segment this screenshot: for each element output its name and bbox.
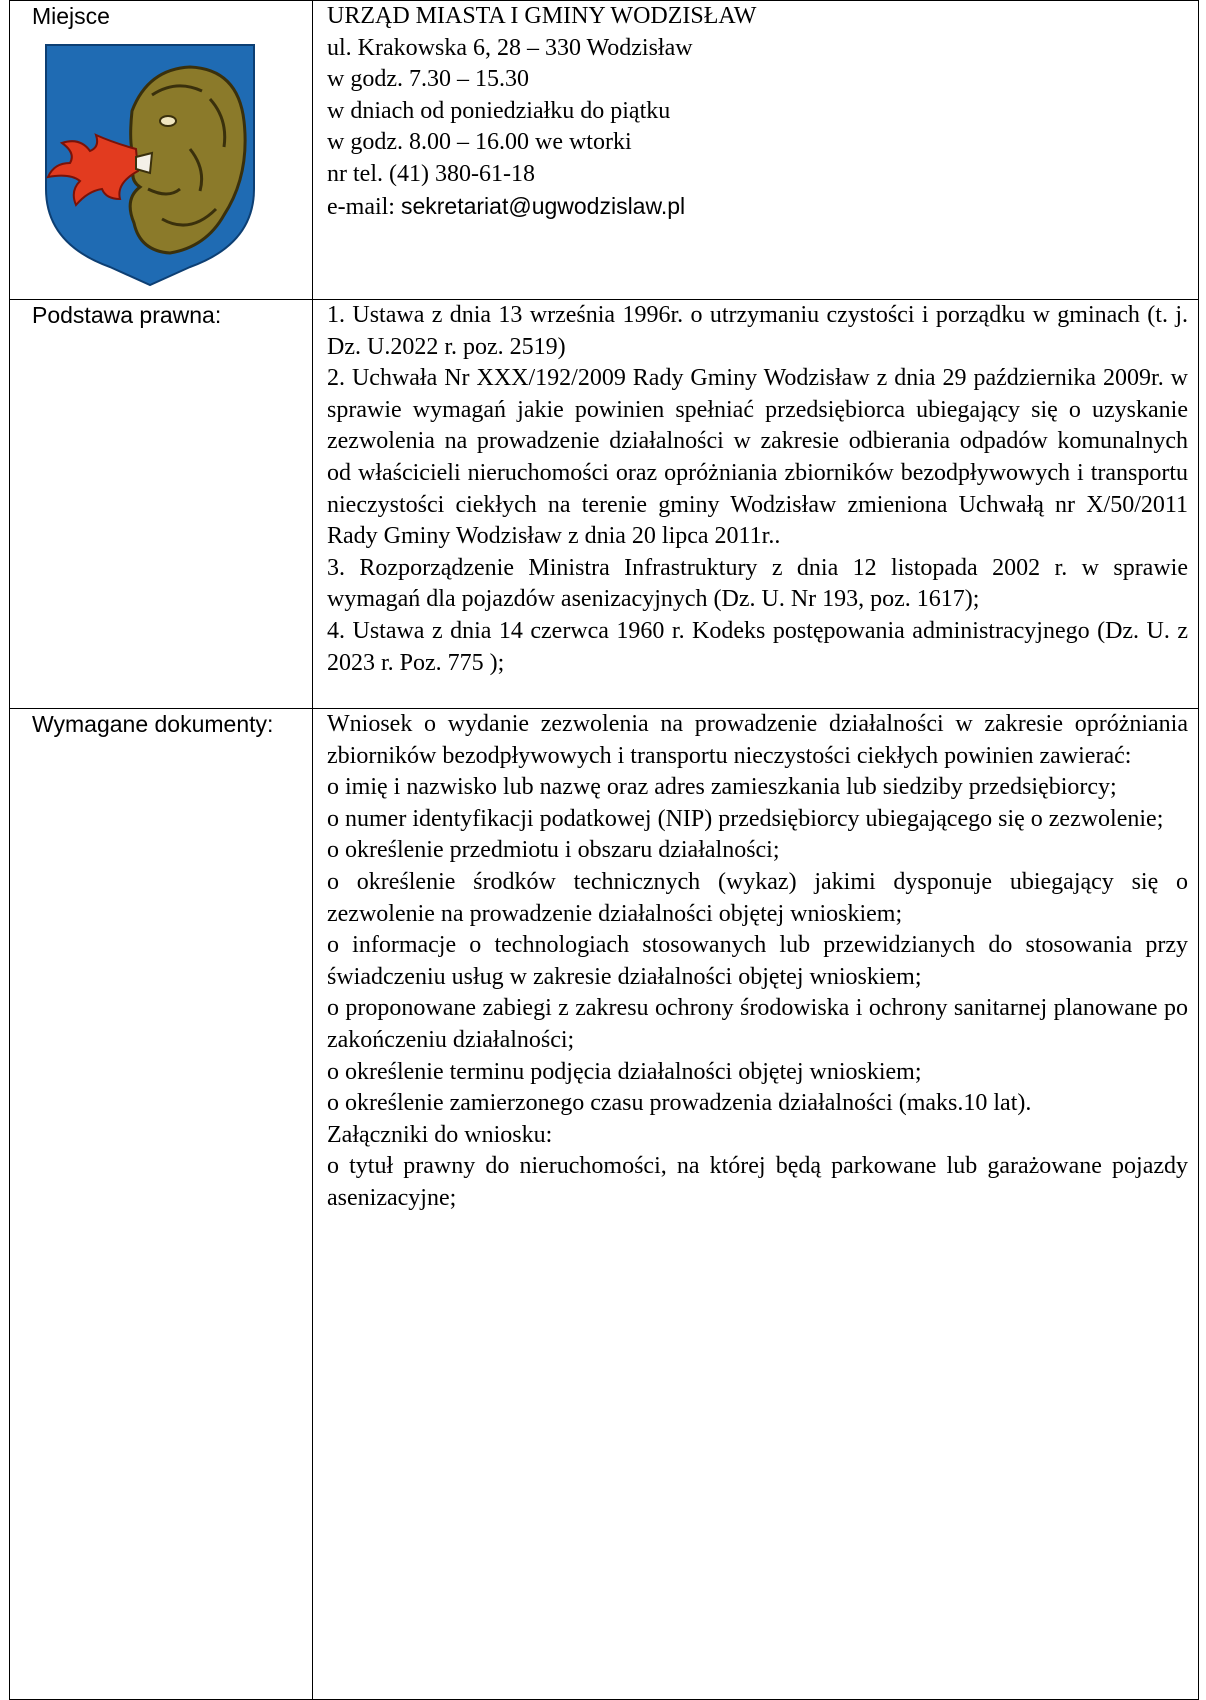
request-intro: Wniosek o wydanie zezwolenia na prowadzenie działalności w zakresie opróżniania zbiorników bezodpływowych i transportu nieczystości ciekłych powinien zawierać: [327,711,1188,769]
coat-of-arms-icon [40,39,260,289]
list-item: o określenie środków technicznych (wykaz) jakimi dysponuje ubiegający się o zezwolenie na prowadzenie działalności objętej wnioskiem; [327,868,1188,927]
list-item: o tytuł prawny do nieruchomości, na której będą parkowane lub garażowane pojazdy asenizacyjne; [327,1153,1188,1211]
legal-basis-item: 2. Uchwała Nr XXX/192/2009 Rady Gminy Wodzisław z dnia 29 października 2009r. w sprawie wymagań jakie powinien spełniać przedsiębiorca ubiegający się o uzyskanie zezwolenia na prowadzenie działalności w zakresie odbierania odpadów komunalnych od właścicieli nieruchomości oraz opróżniania zbiorników bezodpływowych i transportu nieczystości ciekłych na terenie gminy Wodzisław zmieniona Uchwałą nr X/50/2011 Rady Gminy Wodzisław z dnia 20 lipca 2011r.. [327,365,1188,550]
legal-basis-item: 4. Ustawa z dnia 14 czerwca 1960 r. Kodeks postępowania administracyjnego (Dz. U. z 2023 r. Poz. 775 ); [327,617,1188,676]
row-miejsce [10,1,1199,300]
email-prefix: e-mail: [327,193,401,220]
office-hours: w godz. 7.30 – 15.30 [327,66,529,93]
office-name: URZĄD MIASTA I GMINY WODZISŁAW [327,3,757,29]
list-item: o informacje o technologiach stosowanych lub przewidzianych do stosowania przy świadczeniu usług w zakresie działalności objętej wnioskiem; [327,932,1188,990]
row-podstawa-prawna [10,300,1199,709]
legal-basis-item: 1. Ustawa z dnia 13 września 1996r. o utrzymaniu czystości i porządku w gminach (t. j. Dz. U.2022 r. poz. 2519) [327,302,1188,360]
row-label: Wymagane dokumenty: [32,711,274,737]
email-link[interactable]: sekretariat@ugwodzislaw.pl [400,192,686,219]
office-days: w dniach od poniedziałku do piątku [327,97,671,124]
list-item: o imię i nazwisko lub nazwę oraz adres zamieszkania lub siedziby przedsiębiorcy; [327,774,1117,801]
list-item: o określenie terminu podjęcia działalności objętej wnioskiem; [327,1058,922,1085]
label-cell [10,300,313,709]
row-wymagane-dokumenty [10,709,1199,1700]
content-cell [313,709,1199,1700]
office-email-line [327,191,1188,224]
label-cell [10,709,313,1700]
row-label: Miejsce [32,3,110,29]
attachments-heading: Załączniki do wniosku: [327,1121,553,1148]
content-cell [313,1,1199,300]
office-phone: nr tel. (41) 380-61-18 [327,160,535,187]
list-item: o proponowane zabiegi z zakresu ochrony środowiska i ochrony sanitarnej planowane po zakończeniu działalności; [327,995,1188,1053]
content-cell [313,300,1199,709]
office-hours-tuesday: w godz. 8.00 – 16.00 we wtorki [327,129,632,156]
list-item: o numer identyfikacji podatkowej (NIP) przedsiębiorcy ubiegającego się o zezwolenie; [327,805,1164,832]
list-item: o określenie przedmiotu i obszaru działalności; [327,837,780,864]
legal-basis-item: 3. Rozporządzenie Ministra Infrastruktury z dnia 12 listopada 2002 r. w sprawie wymagań dla pojazdów asenizacyjnych (Dz. U. Nr 193, poz. 1617); [327,554,1188,613]
label-cell [10,1,313,300]
row-label: Podstawa prawna: [32,302,222,328]
office-address: ul. Krakowska 6, 28 – 330 Wodzisław [327,34,693,61]
list-item: o określenie zamierzonego czasu prowadzenia działalności (maks.10 lat). [327,1090,1032,1117]
info-table [9,0,1199,1700]
